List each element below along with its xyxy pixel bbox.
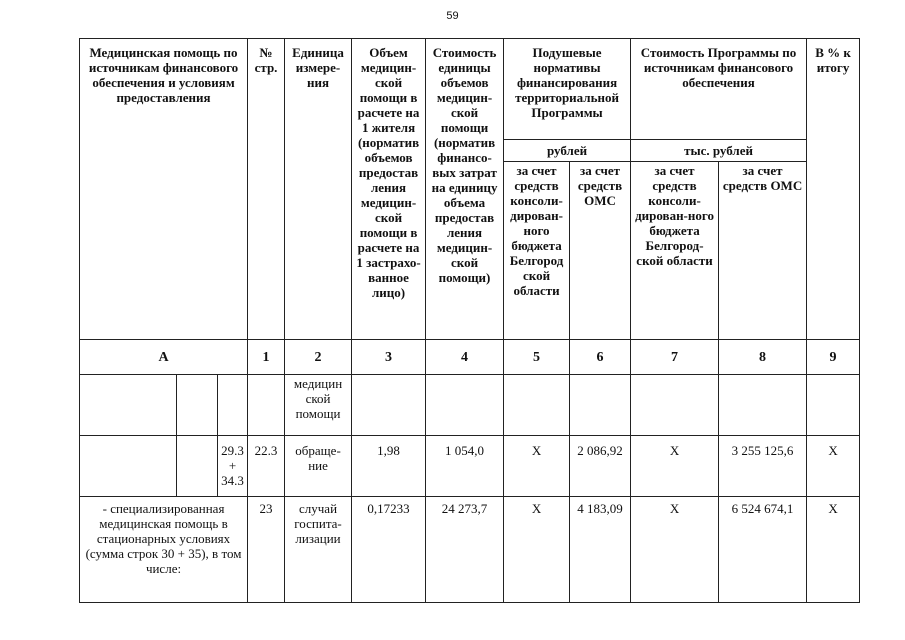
appeal-unit: обраще-ние bbox=[285, 436, 352, 497]
header-col-7: за счет средств консоли-дирован-ного бюджета Белгород-ской области bbox=[631, 162, 719, 340]
specialized-budget-per-capita: Х bbox=[504, 497, 570, 603]
header-col-1: № стр. bbox=[248, 39, 285, 340]
column-number-6: 6 bbox=[570, 340, 631, 375]
specialized-label: - специализированная медицинская помощь в стационарных условиях (сумма строк 30 + 35), в том числе: bbox=[80, 497, 248, 603]
appeal-unit-cost: 1 054,0 bbox=[426, 436, 504, 497]
continuation-sub-cell bbox=[177, 375, 218, 436]
appeal-budget-total: Х bbox=[631, 436, 719, 497]
header-col-5: за счет средств консоли-дирован-ного бюджета Белгород ской области bbox=[504, 162, 570, 340]
specialized-unit-cost: 24 273,7 bbox=[426, 497, 504, 603]
header-program-cost-group: Стоимость Программы по источникам финансового обеспечения bbox=[631, 39, 807, 140]
continuation-row-no-cell bbox=[248, 375, 285, 436]
column-number-9: 9 bbox=[807, 340, 860, 375]
specialized-budget-total: Х bbox=[631, 497, 719, 603]
column-number-7: 7 bbox=[631, 340, 719, 375]
page-number: 59 bbox=[446, 10, 459, 22]
specialized-oms-total: 6 524 674,1 bbox=[719, 497, 807, 603]
column-number-5: 5 bbox=[504, 340, 570, 375]
header-col-8: за счет средств ОМС bbox=[719, 162, 807, 340]
header-col-9: В % к итогу bbox=[807, 39, 860, 340]
continuation-volume-cell bbox=[352, 375, 426, 436]
appeal-budget-per-capita: Х bbox=[504, 436, 570, 497]
appeal-oms-per-capita: 2 086,92 bbox=[570, 436, 631, 497]
column-number-1: 1 bbox=[248, 340, 285, 375]
header-col-4: Стоимость единицы объемов медицин-ской помощи (норматив финансо-вых затрат на единицу объема предостав ления медицин-ской помощи) bbox=[426, 39, 504, 340]
continuation-c8-cell bbox=[719, 375, 807, 436]
appeal-row-no: 22.3 bbox=[248, 436, 285, 497]
appeal-label-cell bbox=[80, 436, 177, 497]
specialized-volume: 0,17233 bbox=[352, 497, 426, 603]
specialized-percent: Х bbox=[807, 497, 860, 603]
header-unit-thous-rub: тыс. рублей bbox=[631, 140, 807, 162]
specialized-row-no: 23 bbox=[248, 497, 285, 603]
column-number-8: 8 bbox=[719, 340, 807, 375]
continuation-c6-cell bbox=[570, 375, 631, 436]
specialized-unit: случай госпита-лизации bbox=[285, 497, 352, 603]
continuation-unit: медицин ской помощи bbox=[285, 375, 352, 436]
specialized-oms-per-capita: 4 183,09 bbox=[570, 497, 631, 603]
appeal-sub-ref: 29.3 + 34.3 bbox=[218, 436, 248, 497]
continuation-c7-cell bbox=[631, 375, 719, 436]
header-col-6: за счет средств ОМС bbox=[570, 162, 631, 340]
continuation-ref-cell bbox=[218, 375, 248, 436]
continuation-c5-cell bbox=[504, 375, 570, 436]
appeal-sub-cell bbox=[177, 436, 218, 497]
continuation-cost-cell bbox=[426, 375, 504, 436]
column-number-3: 3 bbox=[352, 340, 426, 375]
appeal-oms-total: 3 255 125,6 bbox=[719, 436, 807, 497]
header-col-3: Объем медицин-ской помощи в расчете на 1 жителя (норматив объемов предостав ления медицин-ской помощи в расчете на 1 застрахо-ванное лицо) bbox=[352, 39, 426, 340]
header-col-2: Единица измере-ния bbox=[285, 39, 352, 340]
header-per-capita-group: Подушевые нормативы финансирования территориальной Программы bbox=[504, 39, 631, 140]
column-number-2: 2 bbox=[285, 340, 352, 375]
medical-care-table bbox=[79, 38, 860, 603]
continuation-c9-cell bbox=[807, 375, 860, 436]
column-number-4: 4 bbox=[426, 340, 504, 375]
appeal-percent: Х bbox=[807, 436, 860, 497]
appeal-volume: 1,98 bbox=[352, 436, 426, 497]
header-col-a: Медицинская помощь по источникам финансового обеспечения и условиям предоставления bbox=[80, 39, 248, 340]
column-number-a: А bbox=[80, 340, 248, 375]
continuation-label-cell bbox=[80, 375, 177, 436]
header-unit-rub: рублей bbox=[504, 140, 631, 162]
